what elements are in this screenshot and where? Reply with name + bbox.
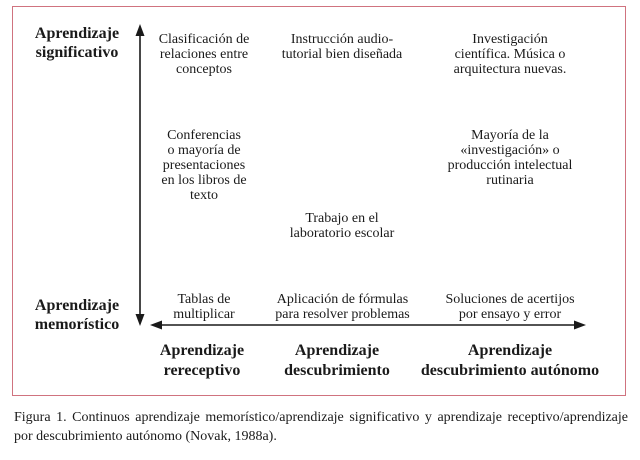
x-axis-label-receptive: Aprendizaje rereceptivo [159,342,245,379]
example-r2-c3: Mayoría de la «investigación» o producción intelectual rutinaria [447,128,573,188]
vertical-axis-arrowhead-top [136,24,145,36]
example-r1-c2: Instrucción audio- tutorial bien diseñada [281,32,403,62]
y-axis-top-label: Aprendizaje significativo [34,25,120,61]
example-r4-c3: Soluciones de acertijos por ensayo y error [445,292,575,322]
example-r1-c3: Investigación científica. Música o arquitectura nuevas. [453,32,567,77]
example-r3-c2: Trabajo en el laboratorio escolar [289,211,395,241]
x-axis-label-discovery: Aprendizaje descubrimiento [284,342,390,379]
example-r4-c1: Tablas de multiplicar [173,292,235,322]
y-axis-bottom-label: Aprendizaje memorístico [34,297,120,333]
example-r4-c2: Aplicación de fórmulas para resolver problemas [275,292,410,322]
figure-caption: Figura 1. Continuos aprendizaje memorístico/aprendizaje significativo y aprendizaje receptivo/aprendizaje por descubrimiento autónomo (Novak, 1988a). [14,410,628,444]
example-r1-c1: Clasificación de relaciones entre conceptos [158,32,250,77]
vertical-axis-arrowhead-bottom [136,314,145,326]
example-r2-c1: Conferencias o mayoría de presentaciones en los libros de texto [161,128,247,203]
x-axis-label-autonomous-discovery: Aprendizaje descubrimiento autónomo [420,342,600,379]
